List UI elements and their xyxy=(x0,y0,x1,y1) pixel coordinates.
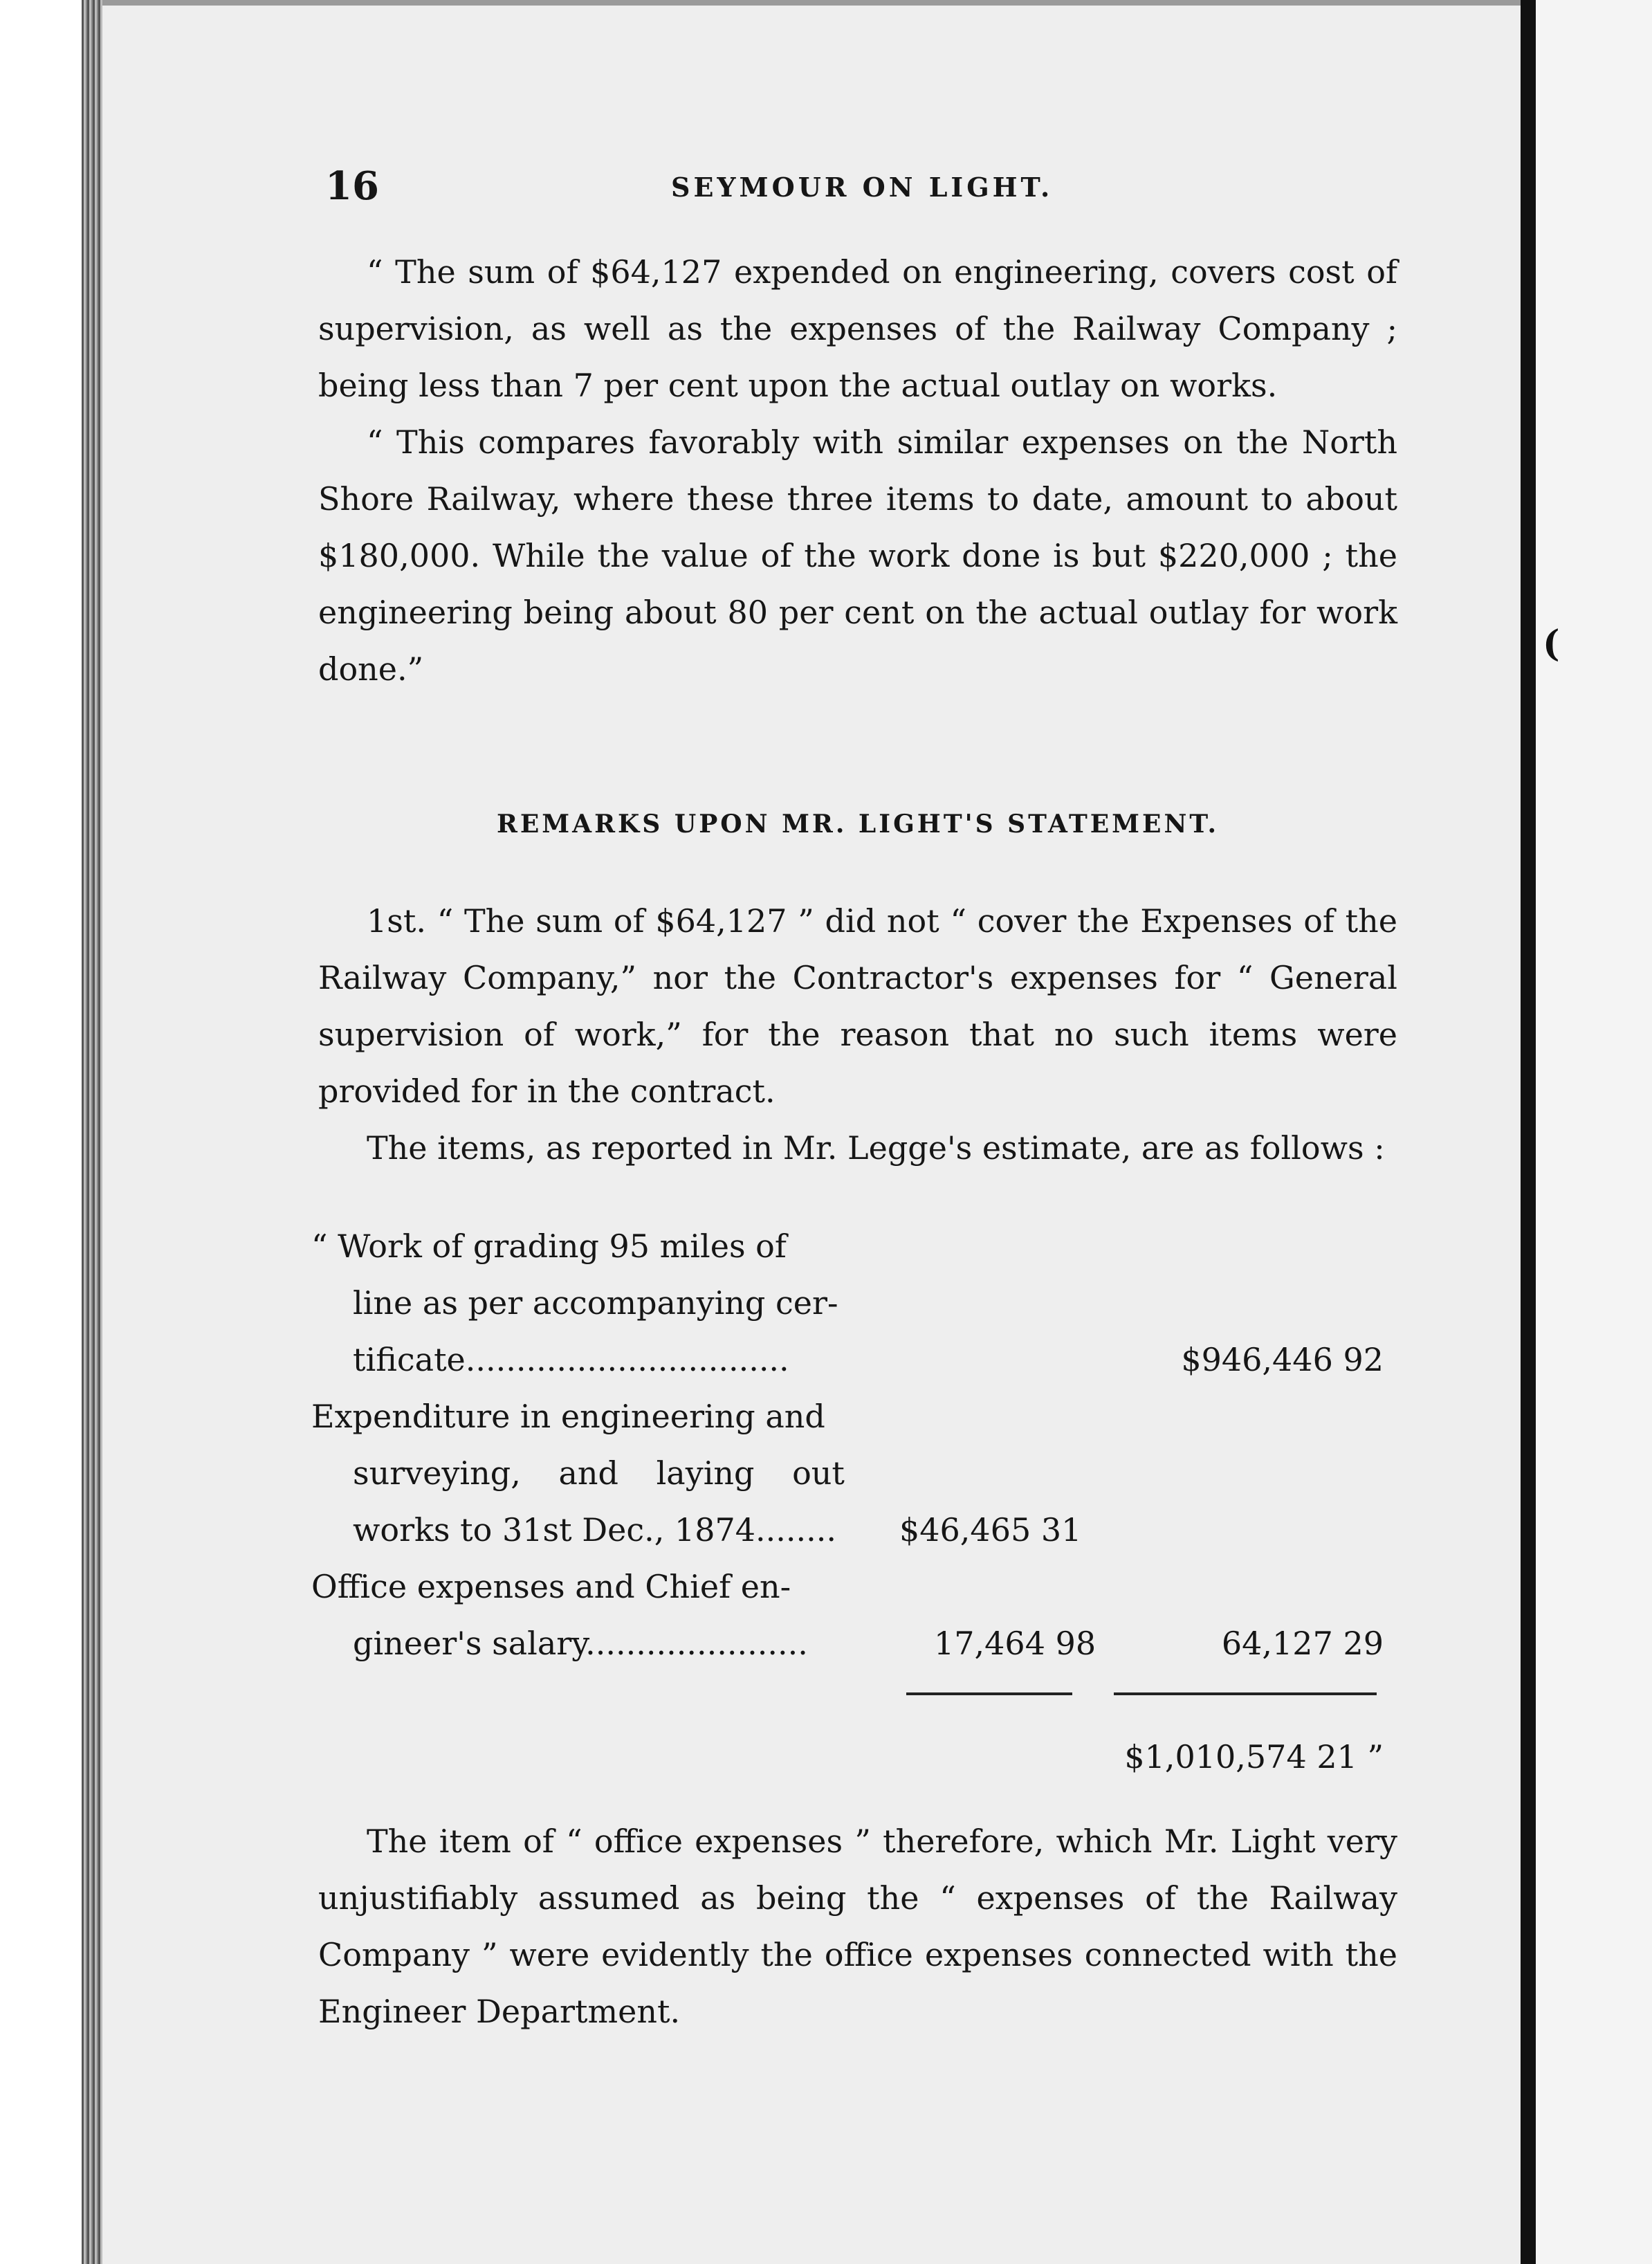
table-row xyxy=(311,1615,1411,1672)
item-label: “ Work of grading 95 miles of xyxy=(311,1227,787,1265)
running-title: SEYMOUR ON LIGHT. xyxy=(671,172,1054,203)
estimate-table xyxy=(311,1218,1411,1785)
page-top-edge xyxy=(82,0,1524,6)
sum-rule xyxy=(906,1692,1072,1695)
table-row xyxy=(311,1558,1411,1615)
book-spine xyxy=(1521,0,1536,2264)
item-amount: $46,465 31 xyxy=(899,1511,1082,1549)
page-header xyxy=(325,163,1391,212)
closing-paragraph: The item of “ office expenses ” therefore, which Mr. Light very unjustifiably assumed as being the “ expenses of the Railway Company ” were evidently the office expenses connected with the Engineer Department. xyxy=(318,1823,1397,2030)
item-label: gineer's salary...................... xyxy=(353,1625,808,1662)
rule-row xyxy=(311,1672,1411,1728)
grand-total: $1,010,574 21 ” xyxy=(1124,1738,1384,1775)
facing-page-fragment: ( xyxy=(1543,623,1560,665)
table-row xyxy=(311,1388,1411,1445)
item-total: $946,446 92 xyxy=(1181,1341,1384,1378)
item-amount: 17,464 98 xyxy=(934,1625,1096,1662)
item-label: Office expenses and Chief en- xyxy=(311,1568,791,1605)
facing-page-edge xyxy=(1536,0,1652,2264)
table-row xyxy=(311,1445,1411,1501)
table-row xyxy=(311,1275,1411,1331)
page-left-edge xyxy=(82,0,102,2264)
item-label: line as per accompanying cer- xyxy=(353,1284,838,1322)
remarks-text xyxy=(318,893,1397,1176)
closing-text xyxy=(318,1813,1397,2040)
quote-paragraph: “ The sum of $64,127 expended on engineering, covers cost of supervision, as well as the expenses of the Railway Company ; being less than 7 per cent upon the actual outlay on works. xyxy=(318,253,1397,404)
table-row xyxy=(311,1728,1411,1785)
table-row xyxy=(311,1331,1411,1388)
item-label: tificate................................ xyxy=(353,1341,789,1378)
item-label: works to 31st Dec., 1874........ xyxy=(353,1511,836,1549)
item-label: surveying, and laying out xyxy=(353,1454,845,1492)
item-label: Expenditure in engineering and xyxy=(311,1398,825,1435)
table-row xyxy=(311,1218,1411,1275)
sum-rule xyxy=(1114,1692,1377,1695)
remarks-paragraph: 1st. “ The sum of $64,127 ” did not “ cover the Expenses of the Railway Company,” nor the Contractor's expenses for “ General supervision of work,” for the reason that no such items were provided for in the contract. xyxy=(318,902,1397,1110)
section-heading: REMARKS UPON MR. LIGHT'S STATEMENT. xyxy=(496,810,1220,839)
quote-paragraph: “ This compares favorably with similar expenses on the North Shore Railway, where these three items to date, amount to about $180,000. While the value of the work done is but $220,000 ; the engineering being about 80 per cent on the actual outlay for work done.” xyxy=(318,423,1397,688)
item-subtotal: 64,127 29 xyxy=(1221,1625,1384,1662)
table-row xyxy=(311,1501,1411,1558)
page-number: 16 xyxy=(325,163,379,209)
remarks-paragraph: The items, as reported in Mr. Legge's estimate, are as follows : xyxy=(367,1129,1385,1167)
quoted-statement xyxy=(318,244,1397,697)
